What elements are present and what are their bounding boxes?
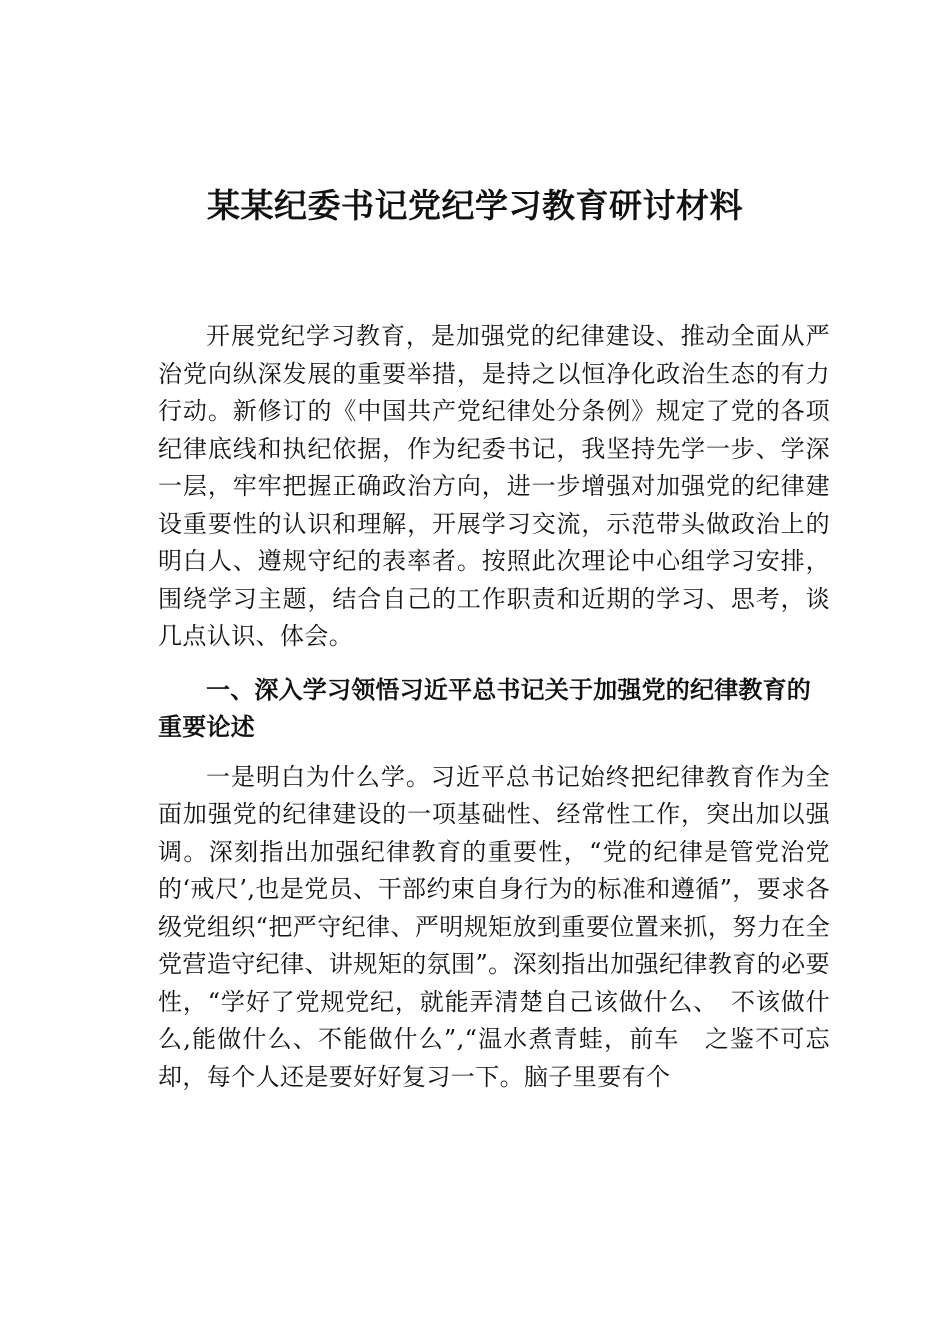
section-heading: 一、深入学习领悟习近平总书记关于加强党的纪律教育的重要论述 [158, 675, 811, 741]
document-title: 某某纪委书记党纪学习教育研讨材料 [207, 186, 743, 225]
document-body [158, 318, 830, 1096]
section-paragraph: 一是明白为什么学。习近平总书记始终把纪律教育作为全面加强党的纪律建设的一项基础性、经常性工作，突出加以强调。深刻指出加强纪律教育的重要性，“党的纪律是管党治党的‘戒尺’,也是党员、干部约束自身行为的标准和遵循”，要求各级党组织“把严守纪律、严明规矩放到重要位置来抓，努力在全党营造守纪律、讲规矩的氛围”。深刻指出加强纪律教育的必要性，“学好了党规党纪，就能弄清楚自己该做什么、 不该做什么,能做什么、不能做什么”,“温水煮青蛙，前车 之鉴不可忘却，每个人还是要好好复习一下。脑子里要有个 [158, 762, 830, 1091]
intro-paragraph: 开展党纪学习教育，是加强党的纪律建设、推动全面从严治党向纵深发展的重要举措，是持之以恒净化政治生态的有力行动。新修订的《中国共产党纪律处分条例》规定了党的各项纪律底线和执纪依据，作为纪委书记，我坚持先学一步、学深一层，牢牢把握正确政治方向，进一步增强对加强党的纪律建设重要性的认识和理解，开展学习交流，示范带头做政治上的明白人、遵规守纪的表率者。按照此次理论中心组学习安排，围绕学习主题，结合自己的工作职责和近期的学习、思考，谈几点认识、体会。 [158, 322, 830, 650]
